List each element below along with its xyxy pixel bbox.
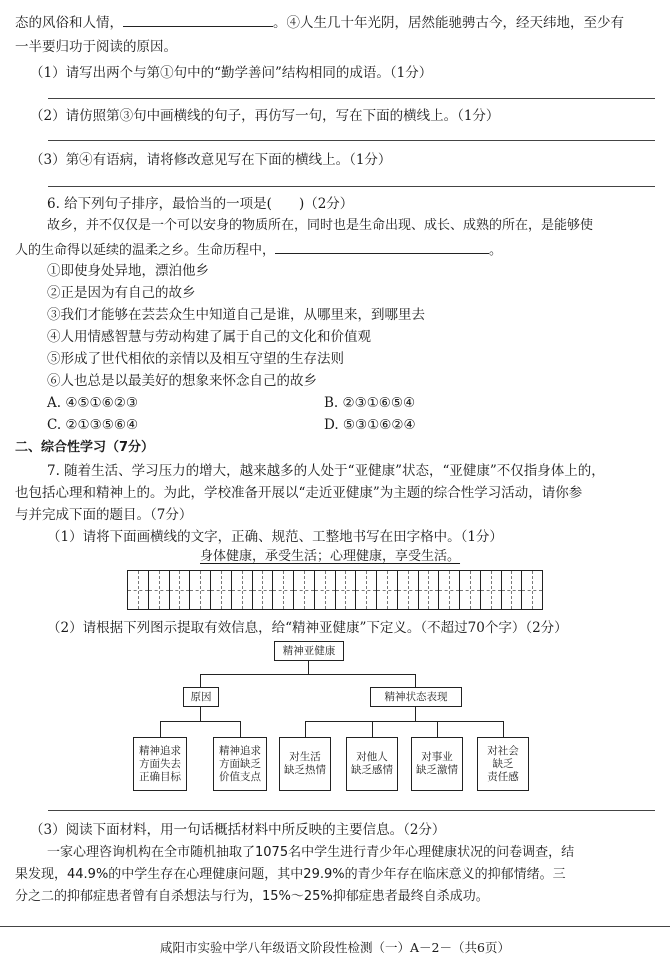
connector-line bbox=[200, 707, 201, 721]
answer-line[interactable] bbox=[48, 810, 655, 811]
diagram-symptom-label: 精神状态表现 bbox=[384, 690, 448, 703]
tianzige-grid[interactable] bbox=[127, 570, 543, 610]
diagram-root-label: 精神亚健康 bbox=[282, 644, 336, 657]
diagram-item-text: 缺乏热情 bbox=[284, 764, 326, 776]
tianzige-cell[interactable] bbox=[377, 571, 398, 609]
q6-passage-2-start: 人的生命得以延续的温柔之乡。生命历程中， bbox=[15, 243, 276, 258]
diagram-item-text: 精神追求 bbox=[219, 744, 261, 757]
q7-material-2: 果发现，44.9%的中学生存在心理健康问题，其中29.9%的青少年存在临床意义的抑郁情绪。三 bbox=[15, 867, 566, 882]
connector-line bbox=[305, 721, 306, 737]
top-line-2: 一半要归功于阅读的原因。 bbox=[15, 39, 177, 55]
diagram-symptom-item-2 bbox=[346, 737, 398, 791]
answer-blank[interactable] bbox=[123, 12, 273, 27]
diagram-item-text: 对事业 bbox=[421, 751, 453, 763]
q6-passage-1: 故乡，并不仅仅是一个可以安身的物质所在，同时也是生命出现、成长、成熟的所在，是能够使 bbox=[47, 218, 594, 233]
q6-stem: 6. 给下列句子排序，最恰当的一项是( )（2分） bbox=[47, 196, 354, 212]
q6-item-5: ⑤形成了世代相依的亲情以及相互守望的生存法则 bbox=[47, 351, 344, 367]
q7-sub1: （1）请将下面画横线的文字，正确、规范、工整地书写在田字格中。（1分） bbox=[47, 529, 503, 545]
q7-material-3: 分之二的抑郁症患者曾有自杀想法与行为，15%～25%抑郁症患者最终自杀成功。 bbox=[15, 889, 489, 904]
q7-sub3: （3）阅读下面材料，用一句话概括材料中所反映的主要信息。（2分） bbox=[30, 822, 446, 838]
q7-intro-2: 也包括心理和精神上的。为此，学校准备开展以“走近亚健康”为主题的综合性学习活动，请你参 bbox=[15, 485, 583, 501]
tianzige-cell[interactable] bbox=[149, 571, 170, 609]
diagram-item-text: 缺乏激情 bbox=[416, 764, 458, 776]
diagram-symptom-box bbox=[370, 687, 462, 707]
answer-blank[interactable] bbox=[275, 239, 489, 254]
connector-line bbox=[200, 674, 415, 675]
q6-item-4: ④人用情感智慧与劳动构建了属于自己的文化和价值观 bbox=[47, 329, 371, 345]
tianzige-cell[interactable] bbox=[356, 571, 377, 609]
q6-passage-2-end: 。 bbox=[489, 243, 503, 258]
connector-line bbox=[503, 721, 504, 737]
diagram-root-box bbox=[274, 641, 344, 661]
diagram-item-text: 对社会 bbox=[487, 744, 519, 757]
tianzige-cell[interactable] bbox=[439, 571, 460, 609]
tianzige-cell[interactable] bbox=[502, 571, 523, 609]
tianzige-cell[interactable] bbox=[170, 571, 191, 609]
connector-line bbox=[305, 721, 503, 722]
tianzige-cell[interactable] bbox=[211, 571, 232, 609]
diagram-item-text: 方面缺乏 bbox=[219, 757, 261, 770]
connector-line bbox=[415, 707, 416, 721]
diagram-item-text: 正确目标 bbox=[139, 770, 181, 783]
tianzige-cell[interactable] bbox=[419, 571, 440, 609]
footer-divider bbox=[0, 926, 670, 927]
connector-line bbox=[200, 674, 201, 687]
tianzige-cell[interactable] bbox=[315, 571, 336, 609]
q5-sub2: （2）请仿照第③句中画横线的句子，再仿写一句，写在下面的横线上。（1分） bbox=[30, 108, 500, 124]
q7-copy-text: 身体健康，承受生活；心理健康，享受生活。 bbox=[200, 549, 461, 564]
tianzige-cell[interactable] bbox=[128, 571, 149, 609]
q6-item-6: ⑥人也总是以最美好的想象来怀念自己的故乡 bbox=[47, 373, 317, 389]
q5-sub3: （3）第④有语病，请将修改意见写在下面的横线上。（1分） bbox=[30, 152, 392, 168]
tianzige-cell[interactable] bbox=[294, 571, 315, 609]
q7-material-1: 一家心理咨询机构在全市随机抽取了1075名中学生进行青少年心理健康状况的问卷调查，结 bbox=[47, 845, 575, 860]
top-line-1 bbox=[15, 12, 624, 33]
top-line-1-end: 。④人生几十年光阴，居然能驰骋古今，经天纬地，至少有 bbox=[273, 15, 624, 31]
answer-line[interactable] bbox=[48, 186, 655, 187]
q7-intro-3: 与并完成下面的题目。（7分） bbox=[15, 507, 193, 523]
diagram-cause-label: 原因 bbox=[190, 690, 212, 703]
q6-option-a[interactable]: A. ④⑤①⑥②③ bbox=[47, 395, 138, 411]
diagram-item-text: 缺乏 bbox=[492, 757, 514, 770]
diagram-symptom-item-1 bbox=[279, 737, 331, 791]
connector-line bbox=[308, 661, 309, 674]
diagram-cause-item-2 bbox=[213, 737, 267, 791]
diagram-item-text: 责任感 bbox=[487, 770, 519, 783]
diagram-symptom-item-3 bbox=[411, 737, 463, 791]
q6-item-2: ②正是因为有自己的故乡 bbox=[47, 285, 196, 301]
tianzige-cell[interactable] bbox=[253, 571, 274, 609]
connector-line bbox=[415, 674, 416, 687]
tianzige-cell[interactable] bbox=[273, 571, 294, 609]
section-2-title: 二、综合性学习（7分） bbox=[15, 440, 155, 455]
q7-sub2: （2）请根据下列图示提取有效信息，给“精神亚健康”下定义。（不超过70个字）（2分） bbox=[47, 620, 568, 636]
diagram-item-text: 价值支点 bbox=[219, 770, 261, 783]
diagram-symptom-item-4 bbox=[477, 737, 529, 791]
top-line-1-start: 态的风俗和人情， bbox=[15, 15, 123, 31]
tianzige-cell[interactable] bbox=[398, 571, 419, 609]
connector-line bbox=[240, 721, 241, 737]
diagram-item-text: 缺乏感情 bbox=[351, 764, 393, 776]
q6-passage-2 bbox=[15, 239, 502, 261]
diagram-item-text: 精神追求 bbox=[139, 744, 181, 757]
connector-line bbox=[160, 721, 241, 722]
tianzige-cell[interactable] bbox=[481, 571, 502, 609]
q6-option-d[interactable]: D. ⑤③①⑥②④ bbox=[324, 417, 416, 433]
connector-line bbox=[437, 721, 438, 737]
q7-intro-1: 7. 随着生活、学习压力的增大，越来越多的人处于“亚健康”状态，“亚健康”不仅指身体上的， bbox=[47, 463, 605, 479]
tianzige-cell[interactable] bbox=[460, 571, 481, 609]
q6-item-3: ③我们才能够在芸芸众生中知道自己是谁，从哪里来，到哪里去 bbox=[47, 307, 425, 323]
connector-line bbox=[372, 721, 373, 737]
diagram-cause-item-1 bbox=[133, 737, 187, 791]
diagram-item-text: 对生活 bbox=[289, 751, 321, 763]
q6-item-1: ①即使身处异地，漂泊他乡 bbox=[47, 263, 209, 279]
tianzige-cell[interactable] bbox=[232, 571, 253, 609]
connector-line bbox=[160, 721, 161, 737]
tianzige-cell[interactable] bbox=[190, 571, 211, 609]
answer-line[interactable] bbox=[48, 98, 655, 99]
q6-option-b[interactable]: B. ②③①⑥⑤④ bbox=[324, 395, 416, 411]
tianzige-cell[interactable] bbox=[336, 571, 357, 609]
page-footer: 咸阳市实验中学八年级语文阶段性检测（一）A－2－（共6页） bbox=[160, 940, 510, 955]
diagram-item-text: 方面失去 bbox=[139, 757, 181, 770]
q6-option-c[interactable]: C. ②①③⑤⑥④ bbox=[47, 417, 139, 433]
tianzige-cell[interactable] bbox=[522, 571, 542, 609]
q5-sub1: （1）请写出两个与第①句中的“勤学善问”结构相同的成语。（1分） bbox=[30, 65, 433, 81]
diagram-item-text: 对他人 bbox=[356, 751, 388, 763]
diagram-cause-box bbox=[183, 687, 219, 707]
answer-line[interactable] bbox=[48, 140, 655, 141]
